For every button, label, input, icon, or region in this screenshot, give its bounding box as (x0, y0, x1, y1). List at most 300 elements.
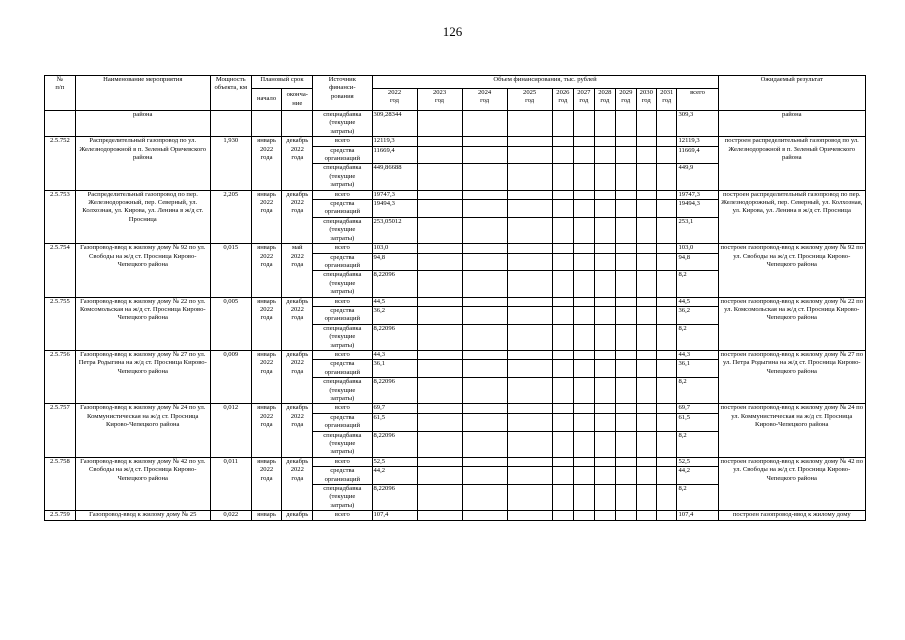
cell-empty-year (657, 217, 677, 243)
cell-empty-year (616, 297, 636, 306)
cell-empty-year (657, 324, 677, 350)
cell-total: 44,3 (677, 350, 718, 359)
cell-empty-year (574, 190, 594, 199)
cell-empty-year (507, 467, 552, 485)
cell-empty-year (574, 297, 594, 306)
cell-total: 44,5 (677, 297, 718, 306)
cell-empty-year (417, 485, 462, 511)
cell-empty-year (636, 244, 656, 253)
cell-empty-year (574, 324, 594, 350)
table-row (45, 511, 866, 520)
cell-capacity: 0,011 (210, 457, 251, 510)
table-row (45, 404, 866, 413)
cell-y2022: 19747,3 (372, 190, 417, 199)
cell-y2022: 44,2 (372, 467, 417, 485)
cell-y2022: 8,22096 (372, 378, 417, 404)
table-row (45, 457, 866, 466)
table-row (45, 137, 866, 146)
cell-empty-year (552, 511, 573, 520)
cell-start (251, 111, 282, 137)
cell-source: спецнадбавка (текущие затраты) (313, 217, 372, 243)
cell-empty-year (616, 146, 636, 164)
cell-empty-year (636, 297, 656, 306)
cell-empty-year (462, 431, 507, 457)
cell-empty-year (657, 200, 677, 218)
cell-empty-year (636, 360, 656, 378)
cell-empty-year (594, 457, 615, 466)
cell-empty-year (636, 200, 656, 218)
cell-num: 2.5.757 (45, 404, 76, 457)
cell-name: Газопровод-ввод к жилому дому № 92 по ул. Свободы на ж/д ст. Просница Кирово-Чепецкого района (75, 244, 210, 297)
cell-source: всего (313, 511, 372, 520)
cell-empty-year (636, 378, 656, 404)
cell-result: построен распределительный газопровод по ул. Железнодорожной в п. Зеленый Оричевского района (718, 137, 865, 190)
cell-source: всего (313, 137, 372, 146)
cell-empty-year (594, 306, 615, 324)
cell-num: 2.5.754 (45, 244, 76, 297)
cell-capacity: 0,015 (210, 244, 251, 297)
cell-source: средства организаций (313, 253, 372, 271)
cell-y2022: 309,28344 (372, 111, 417, 137)
cell-num: 2.5.753 (45, 190, 76, 243)
cell-empty-year (507, 146, 552, 164)
cell-empty-year (462, 511, 507, 520)
cell-capacity: 2,205 (210, 190, 251, 243)
cell-empty-year (507, 306, 552, 324)
cell-end: декабрь 2022 года (282, 457, 313, 510)
cell-empty-year (616, 485, 636, 511)
cell-y2022: 52,5 (372, 457, 417, 466)
cell-empty-year (417, 350, 462, 359)
cell-total: 69,7 (677, 404, 718, 413)
cell-source: спецнадбавка (текущие затраты) (313, 378, 372, 404)
cell-source: спецнадбавка (текущие затраты) (313, 485, 372, 511)
cell-empty-year (462, 164, 507, 190)
cell-empty-year (462, 413, 507, 431)
cell-empty-year (594, 413, 615, 431)
cell-empty-year (507, 190, 552, 199)
cell-empty-year (417, 306, 462, 324)
cell-empty-year (657, 253, 677, 271)
cell-source: спецнадбавка (текущие затраты) (313, 271, 372, 297)
cell-empty-year (507, 271, 552, 297)
cell-empty-year (594, 431, 615, 457)
cell-y2022: 8,22096 (372, 431, 417, 457)
cell-empty-year (636, 324, 656, 350)
cell-empty-year (507, 253, 552, 271)
cell-empty-year (552, 431, 573, 457)
cell-total: 449,9 (677, 164, 718, 190)
cell-empty-year (417, 297, 462, 306)
cell-empty-year (636, 146, 656, 164)
cell-empty-year (657, 413, 677, 431)
cell-empty-year (507, 431, 552, 457)
cell-empty-year (552, 306, 573, 324)
cell-empty-year (636, 217, 656, 243)
cell-y2022: 103,0 (372, 244, 417, 253)
cell-total: 8,2 (677, 485, 718, 511)
cell-empty-year (507, 404, 552, 413)
cell-total: 309,3 (677, 111, 718, 137)
cell-empty-year (417, 324, 462, 350)
cell-empty-year (616, 360, 636, 378)
cell-empty-year (552, 200, 573, 218)
cell-num: 2.5.752 (45, 137, 76, 190)
cell-y2022: 36,2 (372, 306, 417, 324)
cell-source: средства организаций (313, 467, 372, 485)
cell-name: Газопровод-ввод к жилому дому № 22 по ул. Комсомольская на ж/д ст. Просница Кирово-Чепецкого района (75, 297, 210, 350)
header-year-2022: 2022 год (372, 89, 417, 111)
cell-capacity: 0,009 (210, 350, 251, 403)
cell-empty-year (462, 244, 507, 253)
cell-empty-year (657, 164, 677, 190)
cell-empty-year (462, 271, 507, 297)
cell-y2022: 449,86688 (372, 164, 417, 190)
cell-empty-year (594, 217, 615, 243)
cell-num: 2.5.755 (45, 297, 76, 350)
cell-empty-year (574, 137, 594, 146)
table-row (45, 190, 866, 199)
cell-empty-year (462, 378, 507, 404)
cell-y2022: 8,22096 (372, 485, 417, 511)
cell-empty-year (616, 244, 636, 253)
financing-table-container (44, 75, 866, 640)
cell-empty-year (574, 244, 594, 253)
cell-y2022: 8,22096 (372, 271, 417, 297)
cell-result: построен газопровод-ввод к жилому дому № 92 по ул. Свободы на ж/д ст. Просница Кирово-Чепецкого района (718, 244, 865, 297)
cell-source: всего (313, 457, 372, 466)
cell-empty-year (507, 457, 552, 466)
cell-empty-year (417, 378, 462, 404)
cell-empty-year (616, 306, 636, 324)
cell-empty-year (636, 306, 656, 324)
cell-total: 107,4 (677, 511, 718, 520)
cell-empty-year (636, 253, 656, 271)
cell-empty-year (574, 217, 594, 243)
table-row (45, 350, 866, 359)
cell-empty-year (574, 164, 594, 190)
cell-empty-year (507, 244, 552, 253)
cell-empty-year (507, 413, 552, 431)
cell-empty-year (616, 350, 636, 359)
cell-empty-year (552, 217, 573, 243)
header-end: оконча- ние (282, 89, 313, 111)
cell-empty-year (657, 467, 677, 485)
cell-empty-year (616, 404, 636, 413)
cell-source: средства организаций (313, 200, 372, 218)
cell-end: декабрь 2022 года (282, 350, 313, 403)
cell-num: 2.5.758 (45, 457, 76, 510)
cell-empty-year (657, 350, 677, 359)
cell-total: 36,1 (677, 360, 718, 378)
cell-empty-year (552, 271, 573, 297)
cell-y2022: 107,4 (372, 511, 417, 520)
cell-empty-year (594, 324, 615, 350)
cell-empty-year (574, 457, 594, 466)
header-year-2028: 2028 год (594, 89, 615, 111)
cell-empty-year (657, 360, 677, 378)
cell-y2022: 19494,3 (372, 200, 417, 218)
header-source: Источник финанси- рования (313, 76, 372, 111)
cell-source: спецнадбавка (текущие затраты) (313, 431, 372, 457)
cell-empty-year (417, 431, 462, 457)
cell-empty-year (462, 404, 507, 413)
cell-source: всего (313, 244, 372, 253)
cell-empty-year (657, 404, 677, 413)
cell-empty-year (594, 511, 615, 520)
cell-empty-year (594, 404, 615, 413)
header-year-2025: 2025 год (507, 89, 552, 111)
cell-empty-year (417, 190, 462, 199)
cell-empty-year (417, 137, 462, 146)
cell-total: 61,5 (677, 413, 718, 431)
cell-empty-year (507, 200, 552, 218)
header-year-2026: 2026 год (552, 89, 573, 111)
cell-empty-year (616, 190, 636, 199)
header-year-2023: 2023 год (417, 89, 462, 111)
cell-empty-year (507, 485, 552, 511)
cell-empty-year (462, 306, 507, 324)
cell-empty-year (657, 244, 677, 253)
cell-source: всего (313, 404, 372, 413)
cell-empty-year (636, 350, 656, 359)
header-name: Наименование мероприятия (75, 76, 210, 111)
cell-result: построен газопровод-ввод к жилому дому № 22 по ул. Комсомольская на ж/д ст. Просница Кирово-Чепецкого района (718, 297, 865, 350)
cell-empty-year (507, 350, 552, 359)
header-year-2027: 2027 год (574, 89, 594, 111)
cell-empty-year (462, 467, 507, 485)
cell-source: средства организаций (313, 413, 372, 431)
cell-empty-year (636, 467, 656, 485)
cell-empty-year (594, 253, 615, 271)
cell-empty-year (552, 190, 573, 199)
cell-empty-year (594, 360, 615, 378)
cell-total: 8,2 (677, 271, 718, 297)
cell-empty-year (507, 324, 552, 350)
cell-start: январь (251, 511, 282, 520)
cell-total: 36,2 (677, 306, 718, 324)
cell-y2022: 69,7 (372, 404, 417, 413)
header-volume: Объем финансирования, тыс. рублей (372, 76, 718, 89)
cell-empty-year (616, 253, 636, 271)
cell-name: Газопровод-ввод к жилому дому № 24 по ул. Коммунистическая на ж/д ст. Просница Кирово-Чепецкого района (75, 404, 210, 457)
financing-table-body (45, 111, 866, 521)
cell-total: 11669,4 (677, 146, 718, 164)
header-year-2029: 2029 год (616, 89, 636, 111)
cell-name: Газопровод-ввод к жилому дому № 27 по ул. Петра Родыгина на ж/д ст. Просница Кирово-Чепецкого района (75, 350, 210, 403)
cell-empty-year (616, 413, 636, 431)
cell-empty-year (574, 360, 594, 378)
cell-y2022: 61,5 (372, 413, 417, 431)
cell-num (45, 111, 76, 137)
cell-start: январь 2022 года (251, 137, 282, 190)
cell-empty-year (636, 190, 656, 199)
cell-name: района (75, 111, 210, 137)
cell-empty-year (574, 253, 594, 271)
cell-empty-year (417, 360, 462, 378)
cell-empty-year (636, 457, 656, 466)
cell-empty-year (574, 431, 594, 457)
table-row (45, 297, 866, 306)
cell-empty-year (552, 485, 573, 511)
cell-name: Распределительный газопровод по ул. Железнодорожной в п. Зеленый Оричевского района (75, 137, 210, 190)
cell-y2022: 36,1 (372, 360, 417, 378)
cell-empty-year (552, 404, 573, 413)
cell-end: декабрь 2022 года (282, 190, 313, 243)
cell-empty-year (552, 378, 573, 404)
header-total: всего (677, 89, 718, 111)
cell-empty-year (636, 485, 656, 511)
cell-empty-year (657, 485, 677, 511)
cell-empty-year (462, 360, 507, 378)
cell-empty-year (552, 413, 573, 431)
cell-start: январь 2022 года (251, 404, 282, 457)
cell-end: декабрь 2022 года (282, 297, 313, 350)
cell-empty-year (657, 511, 677, 520)
cell-empty-year (507, 378, 552, 404)
cell-capacity: 0,005 (210, 297, 251, 350)
cell-total: 12119,3 (677, 137, 718, 146)
cell-total: 8,2 (677, 431, 718, 457)
cell-total: 44,2 (677, 467, 718, 485)
cell-empty-year (552, 467, 573, 485)
cell-empty-year (552, 244, 573, 253)
cell-total: 253,1 (677, 217, 718, 243)
cell-empty-year (417, 404, 462, 413)
cell-source: средства организаций (313, 146, 372, 164)
cell-empty-year (574, 404, 594, 413)
cell-empty-year (552, 297, 573, 306)
header-year-2031: 2031 год (657, 89, 677, 111)
cell-empty-year (462, 253, 507, 271)
cell-empty-year (594, 244, 615, 253)
cell-empty-year (462, 137, 507, 146)
cell-empty-year (552, 164, 573, 190)
cell-empty-year (636, 413, 656, 431)
cell-empty-year (574, 350, 594, 359)
cell-empty-year (417, 244, 462, 253)
cell-source: спецнадбавка (текущие затраты) (313, 324, 372, 350)
cell-empty-year (552, 253, 573, 271)
header-num: № п/п (45, 76, 76, 111)
header-start: начало (251, 89, 282, 111)
cell-total: 19494,3 (677, 200, 718, 218)
cell-empty-year (417, 146, 462, 164)
cell-empty-year (616, 271, 636, 297)
cell-source: средства организаций (313, 306, 372, 324)
financing-table (44, 75, 866, 521)
cell-empty-year (657, 271, 677, 297)
cell-empty-year (616, 164, 636, 190)
cell-empty-year (657, 190, 677, 199)
cell-empty-year (616, 511, 636, 520)
cell-empty-year (594, 271, 615, 297)
cell-start: январь 2022 года (251, 244, 282, 297)
cell-source: средства организаций (313, 360, 372, 378)
header-year-2030: 2030 год (636, 89, 656, 111)
cell-empty-year (616, 431, 636, 457)
cell-empty-year (462, 190, 507, 199)
cell-source: всего (313, 190, 372, 199)
cell-result: построен газопровод-ввод к жилому дому № 24 по ул. Коммунистическая на ж/д ст. Просница Кирово-Чепецкого района (718, 404, 865, 457)
cell-empty-year (574, 485, 594, 511)
cell-empty-year (552, 146, 573, 164)
cell-name: Распределительный газопровод по пер. Железнодорожный, пер. Северный, ул. Колхозная, ул. Кирова, ул. Ленина в ж/д ст. Просница (75, 190, 210, 243)
cell-empty-year (507, 217, 552, 243)
cell-total: 8,2 (677, 324, 718, 350)
cell-num: 2.5.759 (45, 511, 76, 520)
cell-empty-year (462, 297, 507, 306)
cell-result: построен газопровод-ввод к жилому дому (718, 511, 865, 520)
header-capacity: Мощность объекта, км (210, 76, 251, 111)
page-number: 126 (442, 24, 463, 39)
cell-empty-year (574, 200, 594, 218)
header-expected: Ожидаемый результат (718, 76, 865, 111)
cell-start: январь 2022 года (251, 457, 282, 510)
cell-empty-year (616, 217, 636, 243)
cell-empty-year (417, 200, 462, 218)
cell-empty-year (657, 457, 677, 466)
cell-result: района (718, 111, 865, 137)
cell-empty-year (616, 324, 636, 350)
cell-empty-year (657, 306, 677, 324)
cell-end (282, 111, 313, 137)
cell-empty-year (636, 164, 656, 190)
cell-empty-year (417, 467, 462, 485)
cell-empty-year (552, 324, 573, 350)
cell-source: спецнадбавка (текущие затраты) (313, 111, 372, 137)
cell-empty-year (594, 485, 615, 511)
cell-empty-year (507, 511, 552, 520)
cell-empty-year (616, 378, 636, 404)
cell-empty-year (594, 164, 615, 190)
cell-empty-year (417, 271, 462, 297)
cell-empty-year (594, 200, 615, 218)
cell-empty-year (552, 137, 573, 146)
cell-empty-year (594, 146, 615, 164)
cell-empty-year (636, 137, 656, 146)
cell-empty-year (616, 137, 636, 146)
cell-empty-year (507, 164, 552, 190)
header-year-2024: 2024 год (462, 89, 507, 111)
cell-empty-year (657, 297, 677, 306)
cell-start: январь 2022 года (251, 350, 282, 403)
cell-result: построен газопровод-ввод к жилому дому № 27 по ул. Петра Родыгина на ж/д ст. Просница Кирово-Чепецкого района (718, 350, 865, 403)
cell-empty-year (636, 431, 656, 457)
cell-total: 52,5 (677, 457, 718, 466)
cell-empty-year (462, 457, 507, 466)
cell-empty-year (594, 190, 615, 199)
cell-capacity: 0,022 (210, 511, 251, 520)
cell-empty-year (417, 511, 462, 520)
cell-empty-year (507, 297, 552, 306)
cell-empty-year (552, 350, 573, 359)
cell-empty-year (657, 431, 677, 457)
cell-y2022: 8,22096 (372, 324, 417, 350)
cell-empty-year (462, 200, 507, 218)
cell-end: декабрь 2022 года (282, 404, 313, 457)
cell-empty-year (462, 324, 507, 350)
cell-y2022: 253,05012 (372, 217, 417, 243)
table-row (45, 244, 866, 253)
cell-total: 94,8 (677, 253, 718, 271)
cell-empty-year (594, 467, 615, 485)
cell-empty-year (417, 413, 462, 431)
cell-empty-year (574, 378, 594, 404)
cell-end: декабрь 2022 года (282, 137, 313, 190)
cell-total: 19747,3 (677, 190, 718, 199)
cell-capacity: 0,012 (210, 404, 251, 457)
